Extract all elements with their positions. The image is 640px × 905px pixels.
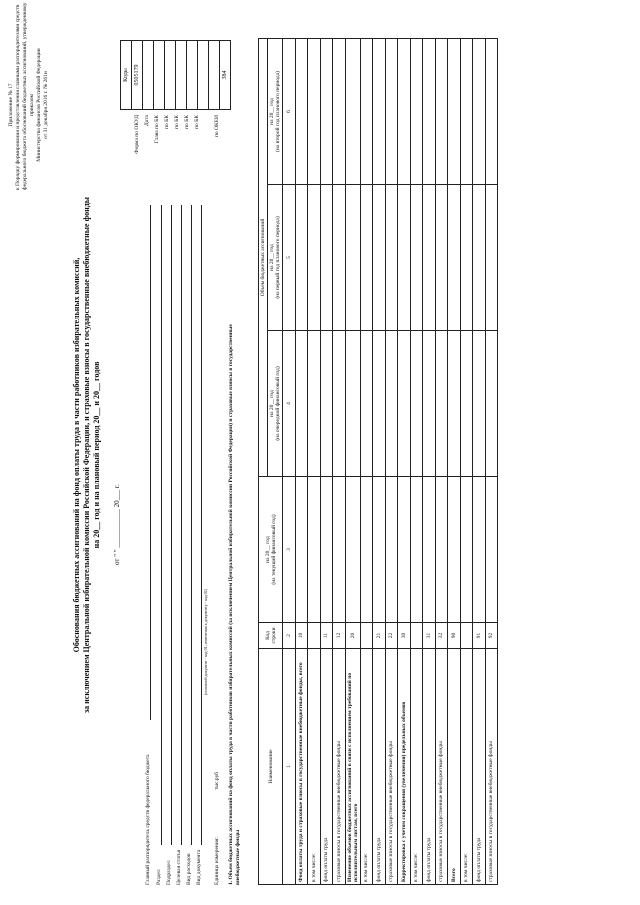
value-cell[interactable] [308,185,321,331]
row-name: Изменение объемов бюджетных ассигнований в связи с исполнением требований по исполнительным листам, всего [345,649,360,885]
value-cell[interactable] [460,185,473,331]
header-col6-note: (на второй год планового периода) [275,71,281,152]
value-cell[interactable] [360,477,373,623]
row-code: 20 [345,623,360,649]
col-number: 4 [283,331,296,477]
row-name: Фонд оплаты труда и страховые взносы в государственные внебюджетные фонды, всего [295,649,308,885]
row-name: страховые взносы в государственные внебюджетные фонды [435,649,448,885]
row-name: страховые взносы в государственные внебюджетные фонды [485,649,498,885]
target-line [181,205,182,845]
value-cell[interactable] [485,331,498,477]
header-col5-year: на 20__ год [269,244,275,271]
codes-label: по БК [184,115,190,129]
value-cell[interactable] [423,331,436,477]
table-row [333,38,346,884]
table-row [473,38,486,884]
form-code: 0505179 [132,41,143,110]
value-cell[interactable] [320,38,333,184]
value-cell[interactable] [460,477,473,623]
col-number: 2 [283,623,296,649]
value-cell[interactable] [373,331,386,477]
value-cell[interactable] [398,331,411,477]
row-code: 30 [398,623,411,649]
row-code: 90 [448,623,461,649]
header-group: Объем бюджетных ассигнований [259,38,268,476]
codes-table [120,40,231,110]
section-cell[interactable] [165,41,176,110]
codes-labels [132,115,222,185]
value-cell[interactable] [473,38,486,184]
value-cell[interactable] [295,185,308,331]
codes-label: Глава по БК [154,115,160,144]
header-col4 [268,331,283,477]
codes-label [202,115,212,185]
section-label: Раздел [156,869,162,885]
value-cell[interactable] [398,477,411,623]
value-cell[interactable] [423,185,436,331]
chapter-cell[interactable] [154,41,165,110]
value-cell[interactable] [423,477,436,623]
value-cell[interactable] [448,477,461,623]
codes-label: по БК [194,115,200,129]
value-cell[interactable] [460,331,473,477]
row-name: в том числе: [410,649,423,885]
value-cell[interactable] [448,185,461,331]
header-col6-year: на 20__ год [269,98,275,125]
chief-label: Главный распорядитель средств федерального бюджета [145,754,151,885]
row-code: 31 [423,623,436,649]
table-row [435,38,448,884]
codes-label: Дата [144,115,150,126]
codes-label: Форма по ОКУД [134,115,140,154]
value-cell[interactable] [398,185,411,331]
doc-note: (основной документ - код 01; изменения к документу - код 02) [203,589,208,695]
target-label: Целевая статья [176,849,182,885]
date-line: от " " ___________ 20___ г. [113,484,121,565]
title-line: за исключением Центральной избирательной комиссии Российской Федерации, и страховые взносы в государственные внебюджетные фонды [82,196,91,714]
row-name: фонд оплаты труда [423,649,436,885]
table-row [308,38,321,884]
codes-header: Коды [121,41,132,110]
header-code: Код строки [259,623,283,649]
subsection-cell[interactable] [176,41,187,110]
value-cell[interactable] [410,185,423,331]
table-row [385,38,398,884]
table-row [373,38,386,884]
row-name: в том числе: [308,649,321,885]
value-cell[interactable] [360,38,373,184]
table-row [398,38,411,884]
table-row [320,38,333,884]
value-cell[interactable] [373,185,386,331]
value-cell[interactable] [398,38,411,184]
value-cell[interactable] [385,477,398,623]
value-cell[interactable] [345,38,360,184]
value-cell[interactable] [320,331,333,477]
codes-label: по БК [174,115,180,129]
value-cell[interactable] [473,477,486,623]
value-cell[interactable] [320,185,333,331]
value-cell[interactable] [345,185,360,331]
doc-type-label: Вид документа [196,849,202,885]
expense-type-label: Вид расходов [186,853,192,885]
appendix-line: от 31 декабря 2016 г. № 261н [43,71,49,139]
value-cell[interactable] [333,477,346,623]
section-title-line: внебюджетные фонды [235,829,241,885]
value-cell[interactable] [435,38,448,184]
value-cell[interactable] [308,38,321,184]
chief-line [150,205,151,720]
col-number: 3 [283,477,296,623]
value-cell[interactable] [345,477,360,623]
appendix-line: к Порядку формирования и представления главными распорядителями средств [15,4,21,190]
row-name: фонд оплаты труда [473,649,486,885]
table-row [345,38,360,884]
expense-cell[interactable] [198,41,209,110]
value-cell[interactable] [333,331,346,477]
value-cell[interactable] [295,331,308,477]
row-name: в том числе: [460,649,473,885]
value-cell[interactable] [410,38,423,184]
value-cell[interactable] [485,185,498,331]
section-line [161,205,162,845]
row-code: 11 [320,623,333,649]
allocations-table [258,38,498,885]
row-code: 10 [295,623,308,649]
value-cell[interactable] [473,185,486,331]
appendix-line: Приложение № 17 [8,83,14,127]
row-code [360,623,373,649]
appendix-line: федерального бюджета обоснований бюджетных ассигнований, утвержденному [22,2,28,190]
unit-value: тыс.руб [214,771,220,790]
row-code: 21 [373,623,386,649]
appendix-block [8,2,50,190]
value-cell[interactable] [460,38,473,184]
row-name: фонд оплаты труда [320,649,333,885]
codes-label: по БК [164,115,170,129]
row-code [410,623,423,649]
value-cell[interactable] [485,38,498,184]
title-line: на 20__ год и на плановый период 20__ и 20__ годов [92,361,101,549]
col-number: 5 [283,185,296,331]
table-row [360,38,373,884]
target-cell[interactable] [187,41,198,110]
row-name: Корректировка с учетом сокращения (увеличения) предельных объемов [398,649,411,885]
header-col3 [259,477,283,623]
row-code [460,623,473,649]
value-cell[interactable] [385,38,398,184]
value-cell[interactable] [333,185,346,331]
row-code: 32 [435,623,448,649]
value-cell[interactable] [435,477,448,623]
row-name: фонд оплаты труда [373,649,386,885]
header-col4-note: (на очередной финансовый год) [275,366,281,441]
section-title-line: 1. Объем бюджетных ассигнований на фонд оплаты труда в части работников избирательных комиссий (за исключением Центральной избирательной комиссии Российской Федерации) и страховые взносы в государственные [228,324,234,885]
appendix-line: Министерства финансов Российской Федерации [36,48,42,162]
value-cell[interactable] [345,331,360,477]
value-cell[interactable] [360,331,373,477]
header-col4-year: на 20__ год [269,390,275,417]
col-number: 6 [283,38,296,184]
date-cell[interactable] [143,41,154,110]
subsection-line [171,205,172,845]
value-cell[interactable] [435,331,448,477]
subsection-label: Подраздел [166,860,172,885]
table-row [485,38,498,884]
value-cell[interactable] [295,38,308,184]
table-row [448,38,461,884]
doc-type-line [201,205,202,845]
row-code: 12 [333,623,346,649]
row-code: 22 [385,623,398,649]
row-name: страховые взносы в государственные внебюджетные фонды [385,649,398,885]
value-cell[interactable] [385,185,398,331]
header-col5-note: (на первый год планового периода) [275,216,281,299]
document-title [72,125,102,785]
value-cell[interactable] [373,38,386,184]
value-cell[interactable] [485,477,498,623]
header-col5 [268,185,283,331]
value-cell[interactable] [423,38,436,184]
table-row [460,38,473,884]
value-cell[interactable] [308,331,321,477]
row-name: в том числе: [360,649,373,885]
value-cell[interactable] [373,477,386,623]
doc-cell[interactable] [209,41,220,110]
value-cell[interactable] [410,331,423,477]
table-row [295,38,308,884]
row-code: 92 [485,623,498,649]
value-cell[interactable] [333,38,346,184]
value-cell[interactable] [320,477,333,623]
value-cell[interactable] [448,38,461,184]
header-col3-note: (на текущий финансовый год) [270,514,277,585]
section-title [228,324,242,885]
table-row [410,38,423,884]
row-code [308,623,321,649]
unit-label: Единица измерения: [214,837,220,885]
col-number: 1 [283,649,296,885]
row-code: 91 [473,623,486,649]
header-col6 [268,38,283,184]
expense-type-line [191,205,192,845]
appendix-line: приказом [29,94,35,116]
table-row [423,38,436,884]
value-cell[interactable] [308,477,321,623]
okei-code: 384 [220,41,231,110]
row-name: страховые взносы в государственные внебюджетные фонды [333,649,346,885]
header-name: Наименование [259,649,283,885]
value-cell[interactable] [435,185,448,331]
value-cell[interactable] [473,331,486,477]
title-line: Обоснования бюджетных ассигнований на фонд оплаты труда в части работников избирательных комиссий, [72,257,81,653]
row-name: Всего [448,649,461,885]
value-cell[interactable] [295,477,308,623]
value-cell[interactable] [410,477,423,623]
header-col3-year: на 20__ год [264,536,271,563]
codes-label: по ОКЕИ [214,115,220,138]
value-cell[interactable] [385,331,398,477]
value-cell[interactable] [448,331,461,477]
value-cell[interactable] [360,185,373,331]
